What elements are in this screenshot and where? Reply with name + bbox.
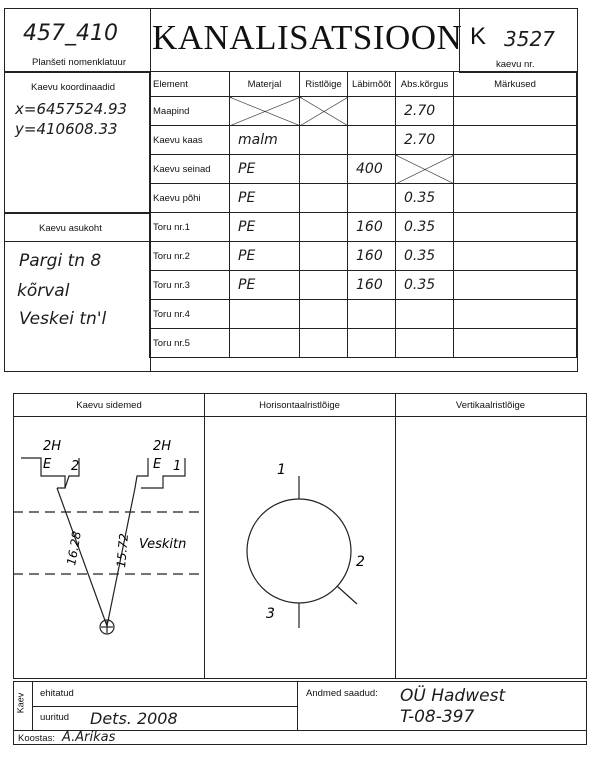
table-cell-ristloige bbox=[300, 184, 348, 213]
sheet-number-box bbox=[4, 8, 151, 73]
table-cell-materjal: PE bbox=[230, 213, 300, 242]
table-cell-abs: 2.70 bbox=[396, 126, 454, 155]
table-cell-markused bbox=[454, 300, 577, 329]
table-cell-labimoot bbox=[348, 300, 396, 329]
table-cell-materjal: PE bbox=[230, 242, 300, 271]
table-row bbox=[150, 329, 577, 358]
surveyed-value: Dets. 2008 bbox=[90, 709, 178, 728]
table-cell-element: Toru nr.5 bbox=[150, 329, 230, 358]
table-cell-markused bbox=[454, 155, 577, 184]
table-cell-ristloige bbox=[300, 329, 348, 358]
table-cell-ristloige bbox=[300, 155, 348, 184]
right-pipe-number: 1 bbox=[173, 459, 182, 474]
well-number: 3527 bbox=[504, 27, 555, 51]
left-label-top: 2H bbox=[43, 439, 62, 454]
data-from-label: Andmed saadud: bbox=[306, 688, 378, 699]
table-row bbox=[150, 242, 577, 271]
table-cell-abs: 2.70 bbox=[396, 97, 454, 126]
elements-table bbox=[149, 71, 577, 358]
coordinate-y: y=410608.33 bbox=[15, 120, 118, 138]
section-horizontal: Horisontaalristlõige bbox=[259, 400, 340, 411]
table-cell-ristloige bbox=[300, 271, 348, 300]
table-cell-abs bbox=[396, 155, 454, 184]
left-label-mid: E bbox=[43, 457, 52, 472]
street-name: Veskitn bbox=[139, 537, 187, 552]
table-row bbox=[150, 300, 577, 329]
table-cell-abs bbox=[396, 329, 454, 358]
table-cell-labimoot bbox=[348, 97, 396, 126]
table-cell-materjal bbox=[230, 329, 300, 358]
left-distance: 16.28 bbox=[64, 530, 84, 567]
location-box bbox=[4, 212, 151, 372]
table-cell-element: Maapind bbox=[150, 97, 230, 126]
table-cell-abs bbox=[396, 300, 454, 329]
table-cell-markused bbox=[454, 213, 577, 242]
table-cell-ristloige bbox=[300, 213, 348, 242]
table-header-row bbox=[150, 72, 577, 97]
table-row bbox=[150, 126, 577, 155]
table-cell-element: Toru nr.2 bbox=[150, 242, 230, 271]
footer bbox=[13, 681, 587, 745]
table-cell-labimoot: 160 bbox=[348, 271, 396, 300]
location-line-1: Pargi tn 8 bbox=[19, 251, 102, 271]
header-markused: Märkused bbox=[454, 72, 577, 97]
table-cell-abs: 0.35 bbox=[396, 242, 454, 271]
table-cell-labimoot bbox=[348, 126, 396, 155]
surveyed-label: uuritud bbox=[40, 712, 70, 723]
header-labimoot: Läbimõõt bbox=[348, 72, 396, 97]
table-cell-element: Kaevu põhi bbox=[150, 184, 230, 213]
table-cell-ristloige bbox=[300, 300, 348, 329]
header-element: Element bbox=[150, 72, 230, 97]
right-label-top: 2H bbox=[153, 439, 172, 454]
horizontal-section-sketch bbox=[204, 416, 394, 676]
data-from-company: OÜ Hadwest bbox=[400, 686, 506, 706]
footer-side-label: Kaev bbox=[15, 692, 26, 714]
location-line-3: Veskei tn'l bbox=[19, 309, 107, 329]
header-abs: Abs.kõrgus bbox=[396, 72, 454, 97]
table-row bbox=[150, 213, 577, 242]
sheet-label: Planšeti nomenklatuur bbox=[32, 57, 126, 68]
table-cell-materjal bbox=[230, 97, 300, 126]
well-code: K bbox=[470, 23, 487, 50]
table-cell-materjal: malm bbox=[230, 126, 300, 155]
section-connections: Kaevu sidemed bbox=[76, 400, 142, 411]
table-cell-element: Kaevu kaas bbox=[150, 126, 230, 155]
header-ristloige: Ristlõige bbox=[300, 72, 348, 97]
table-cell-labimoot bbox=[348, 329, 396, 358]
table-cell-element: Toru nr.1 bbox=[150, 213, 230, 242]
coordinates-label: Kaevu koordinaadid bbox=[31, 82, 115, 93]
table-row bbox=[150, 184, 577, 213]
table-cell-element: Toru nr.3 bbox=[150, 271, 230, 300]
location-line-2: kõrval bbox=[17, 281, 70, 301]
table-cell-markused bbox=[454, 184, 577, 213]
table-cell-markused bbox=[454, 97, 577, 126]
header-materjal: Materjal bbox=[230, 72, 300, 97]
pipe-3-label: 3 bbox=[266, 606, 275, 622]
table-cell-markused bbox=[454, 242, 577, 271]
page-title: KANALISATSIOON bbox=[152, 18, 463, 57]
right-distance: 15.72 bbox=[114, 532, 131, 569]
sheet-number: 457_410 bbox=[23, 21, 118, 46]
table-cell-element: Toru nr.4 bbox=[150, 300, 230, 329]
compiled-label: Koostas: bbox=[18, 733, 55, 744]
table-row bbox=[150, 271, 577, 300]
well-number-box bbox=[459, 8, 578, 73]
table-cell-labimoot bbox=[348, 184, 396, 213]
table-cell-ristloige bbox=[300, 242, 348, 271]
table-cell-materjal: PE bbox=[230, 155, 300, 184]
data-from-code: T-08-397 bbox=[400, 707, 475, 727]
well-label: kaevu nr. bbox=[496, 59, 535, 70]
table-cell-markused bbox=[454, 329, 577, 358]
table-cell-abs: 0.35 bbox=[396, 271, 454, 300]
coordinate-x: x=6457524.93 bbox=[15, 100, 128, 118]
table-cell-materjal bbox=[230, 300, 300, 329]
pipe-1-label: 1 bbox=[277, 462, 286, 478]
compiled-value: A.Arikas bbox=[62, 730, 116, 745]
right-label-mid: E bbox=[153, 457, 162, 472]
table-cell-labimoot: 160 bbox=[348, 213, 396, 242]
table-cell-materjal: PE bbox=[230, 184, 300, 213]
pipe-2-label: 2 bbox=[356, 554, 365, 570]
built-label: ehitatud bbox=[40, 688, 74, 699]
table-cell-abs: 0.35 bbox=[396, 184, 454, 213]
table-cell-markused bbox=[454, 271, 577, 300]
connections-sketch bbox=[13, 416, 203, 676]
table-cell-labimoot: 160 bbox=[348, 242, 396, 271]
table-cell-markused bbox=[454, 126, 577, 155]
table-cell-element: Kaevu seinad bbox=[150, 155, 230, 184]
table-row bbox=[150, 97, 577, 126]
table-cell-ristloige bbox=[300, 97, 348, 126]
table-cell-ristloige bbox=[300, 126, 348, 155]
section-vertical: Vertikaalristlõige bbox=[455, 400, 526, 411]
coordinates-box bbox=[4, 71, 151, 214]
table-cell-materjal: PE bbox=[230, 271, 300, 300]
left-pipe-number: 2 bbox=[71, 459, 80, 474]
table-row bbox=[150, 155, 577, 184]
table-cell-abs: 0.35 bbox=[396, 213, 454, 242]
location-label: Kaevu asukoht bbox=[39, 223, 102, 234]
table-cell-labimoot: 400 bbox=[348, 155, 396, 184]
